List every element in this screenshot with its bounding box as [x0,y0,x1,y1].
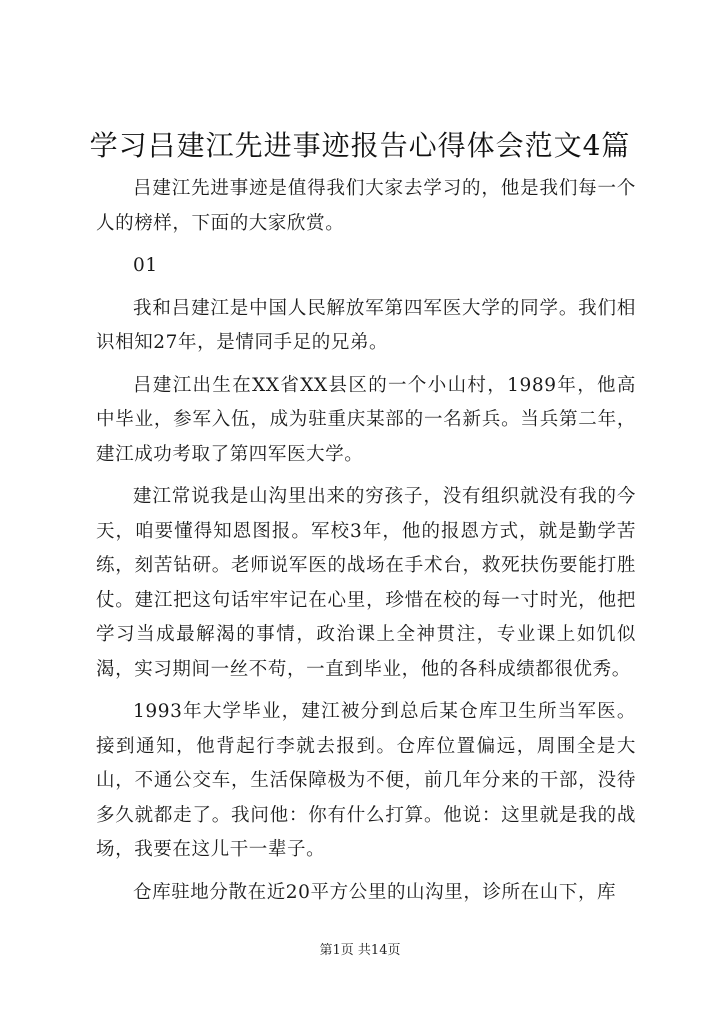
page-footer: 第1页 共14页 [319,943,401,958]
paragraph-background: 吕建江出生在XX省XX县区的一个小山村，1989年，他高中毕业，参军入伍，成为驻重庆某部的一名新兵。当兵第二年，建江成功考取了第四军医大学。 [96,374,636,465]
document-title: 学习吕建江先进事迹报告心得体会范文4篇 [89,129,631,162]
paragraph-assignment: 1993年大学毕业，建江被分到总后某仓库卫生所当军医。接到通知，他背起行李就去报到。仓库位置偏远，周围全是大山，不通公交车，生活保障极为不便，前几年分来的干部，没待多久就都走了。我问他：你有什么打算。他说：这里就是我的战场，我要在这儿干一辈子。 [96,701,636,860]
paragraph-study: 建江常说我是山沟里出来的穷孩子，没有组织就没有我的今天，咱要懂得知恩图报。军校3年，他的报恩方式，就是勤学苦练，刻苦钻研。老师说军医的战场在手术台，救死扶伤要能打胜仗。建江把这句话牢牢记在心里，珍惜在校的每一寸时光，他把学习当成最解渴的事情，政治课上全神贯注，专业课上如饥似渴，实习期间一丝不苟，一直到毕业，他的各科成绩都很优秀。 [96,486,636,680]
paragraph-classmates: 我和吕建江是中国人民解放军第四军医大学的同学。我们相识相知27年，是情同手足的兄弟。 [96,297,636,353]
paragraph-intro: 吕建江先进事迹是值得我们大家去学习的，他是我们每一个人的榜样，下面的大家欣赏。 [96,178,636,234]
document-body [96,172,636,918]
paragraph-warehouse: 仓库驻地分散在近20平方公里的山沟里，诊所在山下，库 [133,881,617,903]
section-number: 01 [133,255,158,276]
